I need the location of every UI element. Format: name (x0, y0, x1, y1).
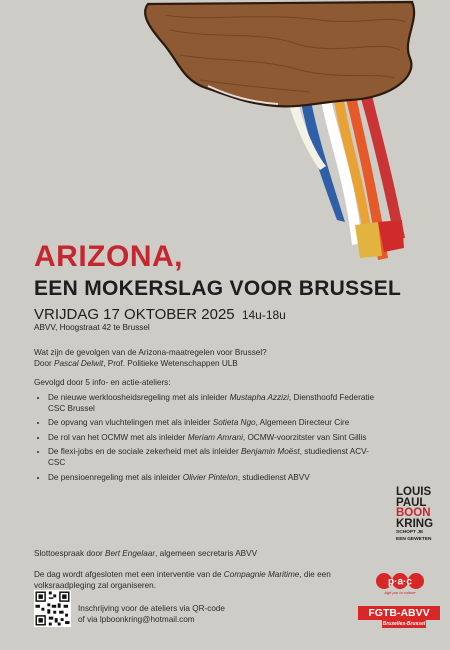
pac-logo (370, 570, 430, 600)
workshop-list (34, 393, 378, 487)
paint-ribbons (286, 95, 405, 260)
intro-question: Wat zijn de gevolgen van de Arizona-maatregelen voor Brussel? (34, 348, 267, 357)
list-item: • De nieuwe werkloosheidsregeling met als inleider Mustapha Azzizi, Diensthoofd Federatie CSC Brussel (48, 393, 378, 414)
event-date-text: VRIJDAG 17 OKTOBER 2025 (34, 306, 235, 323)
qr-code[interactable] (34, 590, 71, 627)
day-end-paragraph: De dag wordt afgesloten met een interventie van de Compagnie Maritime, die een volksraadpleging zal organiseren. (34, 570, 331, 590)
list-item: • De pensioenregeling met als inleider Olivier Pintelon, studiedienst ABVV (48, 473, 378, 484)
fgtb-abvv-logo: FGTB-ABVV (358, 606, 440, 620)
hero-artwork (0, 0, 450, 280)
list-item: • De flexi-jobs en de sociale zekerheid met als inleider Benjamin Moëst, studiedienst ACV-CSC (48, 447, 378, 468)
list-item: • De rol van het OCMW met als inleider Meriam Amrani, OCMW-voorzitster van Sint Gillis (48, 433, 378, 444)
event-date (34, 306, 286, 323)
title-subtitle: EEN MOKERSLAG VOOR BRUSSEL (34, 277, 402, 300)
closing-speech: Slottoespraak door Bert Engelaar, algemeen secretaris ABVV (34, 549, 258, 558)
closing-speaker: Bert Engelaar (105, 549, 156, 558)
registration-email[interactable]: of via lpboonkring@hotmail.com (78, 615, 195, 624)
event-time: 14u-18u (241, 308, 286, 322)
louis-paul-boon-kring-logo: LOUIS PAUL BOON KRING SCHOPT JE EEN GEWETEN (396, 486, 434, 542)
pac-tagline: Agir par la culture (384, 590, 416, 595)
registration-line1: Inschrijving voor de ateliers via QR-code (78, 604, 225, 613)
title-arizona: ARIZONA, (34, 240, 183, 273)
day-end-group: Compagnie Maritime (223, 570, 300, 579)
fgtb-region: Bruxelles-Brussel (382, 621, 426, 627)
svg-text:p·a·c: p·a·c (388, 576, 412, 588)
event-location: ABVV, Hoogstraat 42 te Brussel (34, 323, 150, 332)
intro-speaker-line: Door Pascal Delwit, Prof. Politieke Wetenschappen ULB (34, 359, 238, 368)
workshops-heading: Gevolgd door 5 info- en actie-ateliers: (34, 378, 171, 387)
intro-paragraph (34, 347, 354, 369)
intro-speaker: Pascal Delwit (54, 359, 104, 368)
list-item: • De opvang van vluchtelingen met als inleider Sotieta Ngo, Algemeen Directeur Cire (48, 418, 378, 429)
registration-info (78, 603, 225, 625)
